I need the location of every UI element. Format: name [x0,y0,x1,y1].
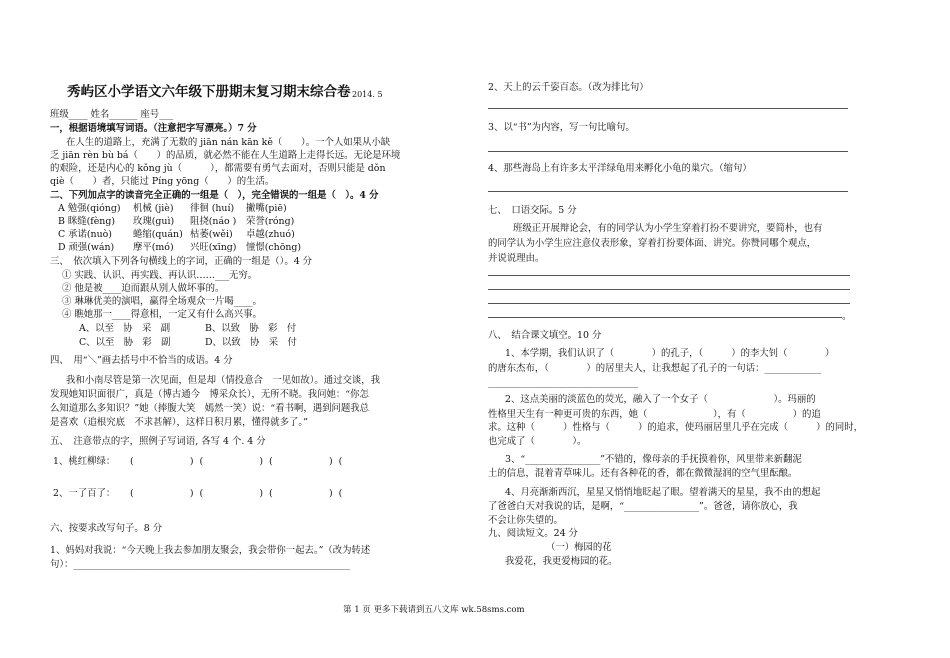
q2-option-a: A 勉强(qióng) [58,203,121,214]
q2-word: 玫瑰(guì) [133,216,175,227]
q2-word: 兴旺(xīng) [190,242,237,253]
q5-item: 1、桃红柳绿： [53,456,116,467]
q6-heading: 六、按要求改写句子。8 分 [50,523,163,534]
q8-p1-line: 的唐东杰布，（ ）的居里夫人，让我想起了孔子的一句话：____________ [488,363,821,374]
q2-heading: 二、下列加点字的读音完全正确的一组是（ ），完全错误的一组是（ ）。4 分 [50,190,379,201]
q9-text: 我爱花，我更爱梅园的花。 [505,556,618,567]
q8-p4-line: 不会让你失望的。 [488,515,564,526]
q2-word: 卓越(zhuó) [246,229,295,240]
page-footer: 第 1 页 更多下载请到五八文库 wk.58sms.com [343,605,525,615]
q2-word: 蜷缩(quán) [133,229,183,240]
q2-word: 憧憬(chōng) [246,242,302,253]
q7-line: 的同学认为小学生应注意仪表形象，穿着打扮要体面、讲究。你赞同哪个观点， [488,238,817,249]
q5-heading: 五、 注意带点的字，照例子写词语, 各写 4 个. 4 分 [50,436,266,447]
q1-line: 乏 jiān rèn bù bá（ ）的品质，就必然不能在人生道路上走得长远。无论是环境 [50,150,401,161]
student-info-line: 班级____ 姓名______ 座号___ [50,109,174,120]
q1-line: 的艰险，还是内心的 kǒng jù（ ），都需要有勇气去面对，否则只能是 dǒn [50,163,386,174]
q1-line: 在人生的道路上，充满了无数的 jiān nán kān kě（ ）。一个人如果从小缺 [66,137,391,148]
q2-word: 枯萎(wěi) [190,229,233,240]
answer-line [488,275,850,276]
q4-line: 我和小南尽管是第一次见面，但是却（情投意合 一见如故）。通过交谈，我 [66,375,381,386]
q2-option-d: D 顽强(wán) [58,242,115,253]
q2-word: 摩平(mó) [133,242,174,253]
q8-p4-line: 了爸爸白天对我说的话，是啊，“________________”。爸爸，请你放心，我 [488,501,798,512]
q8-p1-line: 1、本学期，我们认识了（ ）的孔子，（ ）的李大钊（ ） [505,348,835,359]
answer-line [488,108,848,109]
q8-p3-line: 土的信息，混着青草味儿。还有各种花的香，都在微微湿润的空气里酝酿。 [488,468,798,479]
q8-p2-line: 性格里天生有一种更可贵的东西，她（ ），有（ ）的追 [488,409,821,420]
q9-heading: 九、阅读短文。24 分 [488,528,578,539]
q2-option-b: B 眯缝(fèng) [58,216,115,227]
q4-line: 发现她知识面很广，真是（博古通今 博采众长），无所不晓。我问她：“你怎 [50,389,369,400]
q6-line: 句）：___________________________________________________________ [50,559,350,570]
q7-line: 并说说理由。 [488,253,545,264]
r-q4: 4、那些海岛上有许多太平洋绿龟用来孵化小龟的巢穴。（缩句） [488,163,752,174]
q3-heading: 三、 依次填入下列各句横线上的字词，正确的一组是（）。4 分 [50,256,313,267]
answer-line [488,191,848,192]
q3-item: ① 实践、认识、再实践、再认识……___无穷。 [62,270,258,281]
q3-item: ② 他是被____迫而跟从别人做坏事的。 [62,283,225,294]
answer-line [488,151,848,152]
q2-word: 阻挠(náo ) [190,216,237,227]
q3-option: D、以致 协 采 付 [205,337,297,348]
q2-word: 撇嘴(piē) [246,203,287,214]
q8-heading: 八、 结合课文填空。10 分 [488,330,602,341]
q8-p2-line: 也完成了（ ）。 [488,436,587,447]
answer-line [488,303,850,304]
q3-option: C、以至 胁 彩 副 [79,337,171,348]
r-q3: 3、以“书”为内容，写一句比喻句。 [488,122,635,133]
answer-line [488,289,850,290]
page-title: 秀屿区小学语文六年级下册期末复习期末综合卷 [67,84,351,100]
answer-line [488,317,842,318]
q2-word: 机械 (jiè) [133,203,174,214]
q1-heading: 一，根据语境填写词语。（注意把字写漂亮。）7 分 [50,123,257,134]
q8-p3-line: 3、“________________”不错的，像母亲的手抚摸着你，风里带来新翻泥 [505,454,802,465]
q9-subtitle: （一）梅园的花 [546,542,612,553]
q7-line: 班级正开展辩论会，有的同学认为小学生穿着打扮不要讲究，要简朴，也有 [513,223,823,234]
q3-option: B、以致 胁 彩 付 [205,323,297,334]
q8-p1-line: ________________________________ [488,377,638,388]
q5-blanks: ( ) ( ) ( ) ( [130,456,343,467]
q1-line: qiè（ ）者，只能过 Píng yōng（ ）的生活。 [50,176,275,187]
q2-word: 徘徊 (huí) [190,203,235,214]
q6-line: 1、妈妈对我说：“今天晚上我去参加朋友聚会，我会带你一起去。”（改为转述 [50,545,371,556]
q2-word: 荣誉(róng) [246,216,295,227]
q5-blanks: ( ) ( ) ( ) ( [130,488,343,499]
exam-date: 2014. 5 [352,90,383,99]
q3-item: ④ 瞧她那一____得意相，一定又有什么高兴事。 [62,309,262,320]
q4-heading: 四、 用“＼”画去括号中不恰当的成语。4 分 [50,355,233,366]
q3-option: A、以至 协 采 副 [79,323,171,334]
r-q2: 2、天上的云千姿百态。（改为排比句） [488,82,649,93]
q3-item: ③ 琳琳优美的演唱，赢得全场观众一片喝____。 [62,296,262,307]
q4-line: 是喜欢（追根究底 不求甚解），这样日积月累，懂得就多了。” [50,417,308,428]
q8-p4-line: 4、月亮渐渐西沉，星星又悄悄地眨起了眼。望着满天的星星，我不由的想起 [505,487,821,498]
q7-end-mark: 。 [842,311,852,322]
q4-line: 么知道那么多知识？”她（捧腹大笑 嫣然一笑）说：“看书啊，遇到问题我总 [50,403,369,414]
q8-p2-line: 求。这种（ ）性格与（ ）的追求，使玛丽居里几乎在完成（ ）的同时， [488,422,864,433]
q7-heading: 七、 口语交际。5 分 [488,205,577,216]
q5-item: 2、一了百了： [53,488,116,499]
q2-option-c: C 承诺(nuò) [58,229,112,240]
q8-p2-line: 2、这点美丽的淡蓝色的荧光，融入了一个女子（ ）。玛丽的 [505,394,816,405]
